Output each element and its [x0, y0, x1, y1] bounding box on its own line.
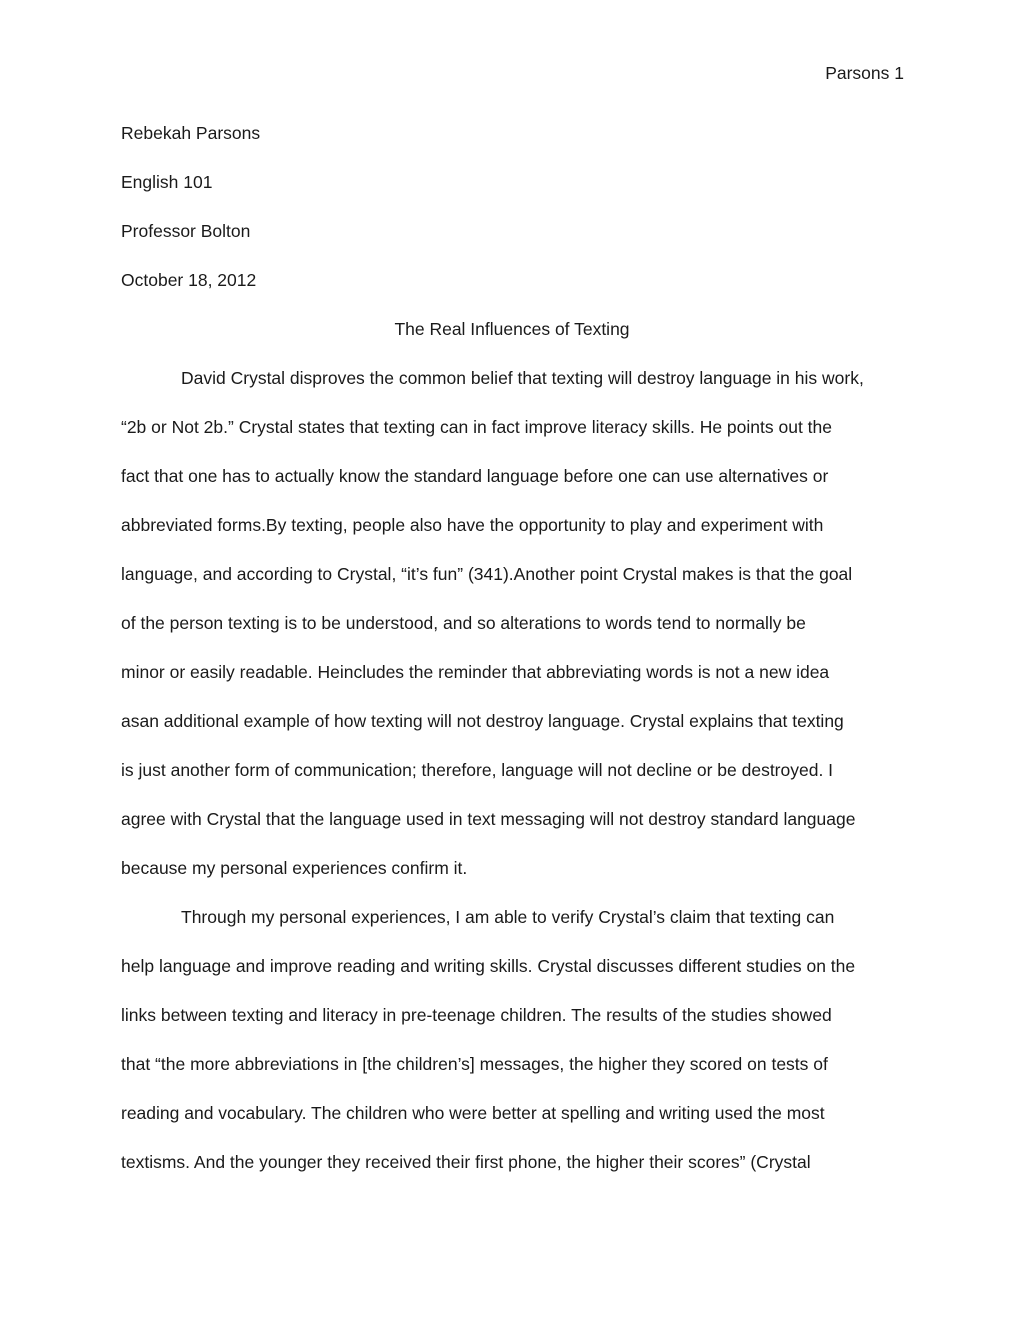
- paragraph-1-line: agree with Crystal that the language used in text messaging will not destroy standard language: [121, 809, 856, 829]
- paragraph-2-line: help language and improve reading and writing skills. Crystal discusses different studies on the: [121, 956, 856, 976]
- paragraph-1-line: David Crystal disproves the common belief that texting will destroy language in his work,: [181, 368, 864, 388]
- paragraph-2-line: Through my personal experiences, I am able to verify Crystal’s claim that texting can: [181, 907, 835, 927]
- author-name: Rebekah Parsons: [121, 123, 261, 143]
- paragraph-2-line: links between texting and literacy in pre-teenage children. The results of the studies showed: [121, 1005, 832, 1025]
- running-head: Parsons 1: [825, 63, 904, 83]
- paragraph-2-line: reading and vocabulary. The children who were better at spelling and writing used the most: [121, 1103, 825, 1123]
- essay-date: October 18, 2012: [121, 270, 257, 290]
- paragraph-2-line: that “the more abbreviations in [the children’s] messages, the higher they scored on tests of: [121, 1054, 828, 1074]
- paragraph-1-line: of the person texting is to be understood, and so alterations to words tend to normally be: [121, 613, 806, 633]
- essay-title: The Real Influences of Texting: [394, 319, 630, 339]
- paragraph-1-line: fact that one has to actually know the standard language before one can use alternatives or: [121, 466, 829, 486]
- paragraph-1-line: minor or easily readable. Heincludes the reminder that abbreviating words is not a new idea: [121, 662, 830, 682]
- paragraph-1-line: asan additional example of how texting will not destroy language. Crystal explains that texting: [121, 711, 844, 731]
- paragraph-1-line: “2b or Not 2b.” Crystal states that texting can in fact improve literacy skills. He points out the: [121, 417, 832, 437]
- paragraph-1-line: is just another form of communication; therefore, language will not decline or be destroyed. I: [121, 760, 834, 780]
- paragraph-1-line: language, and according to Crystal, “it’s fun” (341).Another point Crystal makes is that the goal: [121, 564, 853, 584]
- instructor-name: Professor Bolton: [121, 221, 251, 241]
- paragraph-2-line: textisms. And the younger they received their first phone, the higher their scores” (Crystal: [121, 1152, 811, 1172]
- course-name: English 101: [121, 172, 213, 192]
- paragraph-1-line: because my personal experiences confirm it.: [121, 858, 468, 878]
- paragraph-1-line: abbreviated forms.By texting, people also have the opportunity to play and experiment with: [121, 515, 824, 535]
